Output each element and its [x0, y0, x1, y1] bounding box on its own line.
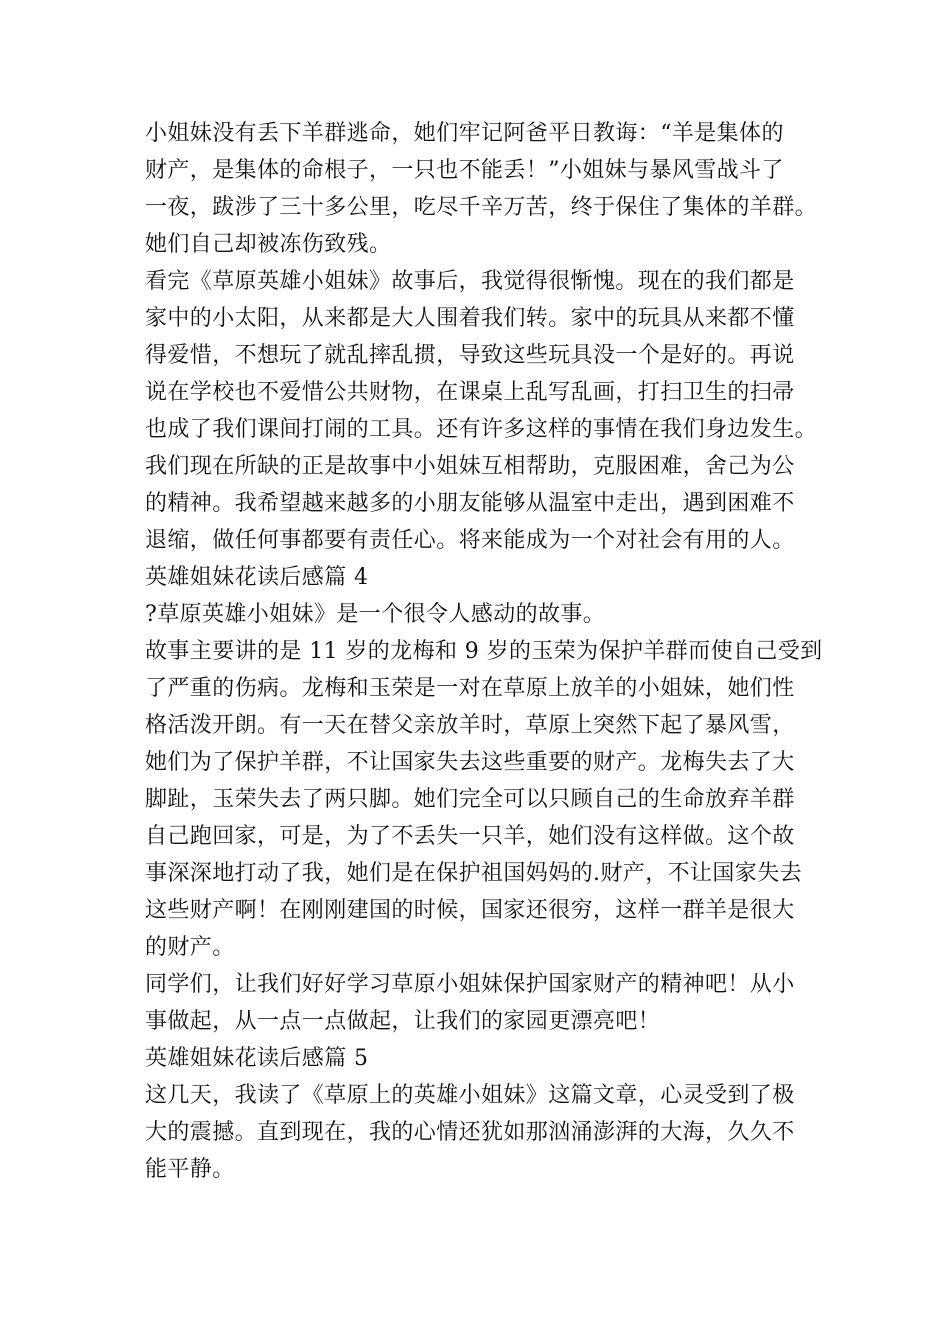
text-line: 这些财产啊！在刚刚建国的时候，国家还很穷，这样一群羊是很大: [145, 898, 795, 923]
text-line: 格活泼开朗。有一天在替父亲放羊时，草原上突然下起了暴风雪，: [145, 713, 795, 738]
text-line: 看完《草原英雄小姐妹》故事后，我觉得很惭愧。现在的我们都是: [145, 269, 795, 294]
text-line: 大的震撼。直到现在，我的心情还犹如那汹涌澎湃的大海，久久不: [145, 1120, 795, 1145]
text-line: 也成了我们课间打闹的工具。还有许多这样的事情在我们身边发生。: [145, 417, 818, 442]
text-line: 一夜，跋涉了三十多公里，吃尽千辛万苦，终于保住了集体的羊群。: [145, 195, 818, 220]
text-line: 她们为了保护羊群，不让国家失去这些重要的财产。龙梅失去了大: [145, 750, 795, 775]
text-line: 小姐妹没有丢下羊群逃命，她们牢记阿爸平日教诲：“羊是集体的: [145, 121, 784, 146]
text-line: 故事主要讲的是 11 岁的龙梅和 9 岁的玉荣为保护羊群而使自己受到: [145, 639, 823, 664]
text-line: 得爱惜，不想玩了就乱摔乱掼，导致这些玩具没一个是好的。再说: [145, 343, 795, 368]
text-line: 她们自己却被冻伤致残。: [145, 232, 392, 257]
document-body: [145, 115, 823, 1188]
text-line: 说在学校也不爱惜公共财物，在课桌上乱写乱画，打扫卫生的扫帚: [145, 380, 795, 405]
section-heading: 英雄姐妹花读后感篇 4: [145, 565, 369, 590]
text-line: ?草原英雄小姐妹》是一个很令人感动的故事。: [145, 602, 606, 627]
text-line: 这几天，我读了《草原上的英雄小姐妹》这篇文章，心灵受到了极: [145, 1083, 795, 1108]
text-line: 能平静。: [145, 1157, 235, 1182]
text-line: 事深深地打动了我，她们是在保护祖国妈妈的.财产，不让国家失去: [145, 861, 802, 886]
text-line: 的财产。: [145, 935, 235, 960]
text-line: 事做起，从一点一点做起，让我们的家园更漂亮吧！: [145, 1009, 661, 1034]
text-line: 退缩，做任何事都要有责任心。将来能成为一个对社会有用的人。: [145, 528, 795, 553]
section-heading: 英雄姐妹花读后感篇 5: [145, 1046, 369, 1071]
text-line: 自己跑回家，可是，为了不丢失一只羊，她们没有这样做。这个故: [145, 824, 795, 849]
text-line: 同学们，让我们好好学习草原小姐妹保护国家财产的精神吧！从小: [145, 972, 795, 997]
text-line: 了严重的伤病。龙梅和玉荣是一对在草原上放羊的小姐妹，她们性: [145, 676, 795, 701]
text-line: 家中的小太阳，从来都是大人围着我们转。家中的玩具从来都不懂: [145, 306, 795, 331]
text-line: 脚趾，玉荣失去了两只脚。她们完全可以只顾自己的生命放弃羊群: [145, 787, 795, 812]
text-line: 我们现在所缺的正是故事中小姐妹互相帮助，克服困难，舍己为公: [145, 454, 795, 479]
text-line: 的精神。我希望越来越多的小朋友能够从温室中走出，遇到困难不: [145, 491, 795, 516]
text-line: 财产，是集体的命根子，一只也不能丢！”小姐妹与暴风雪战斗了: [145, 158, 784, 183]
